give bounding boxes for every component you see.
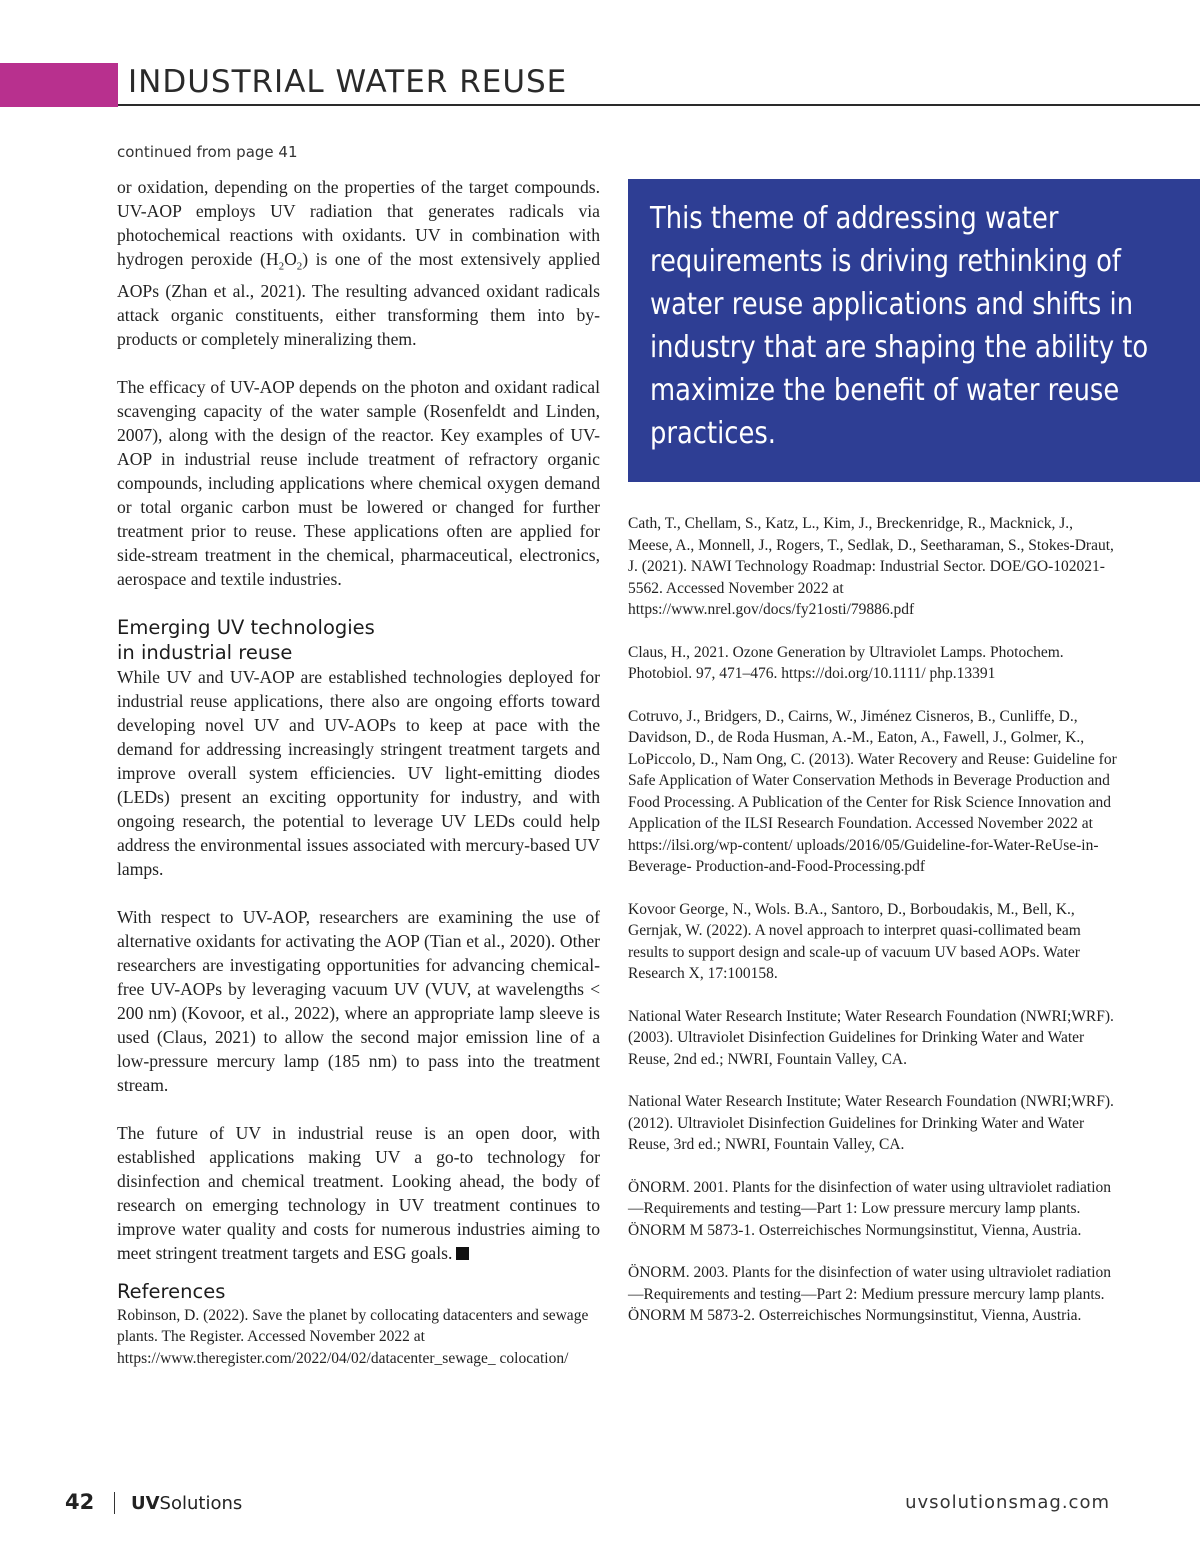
reference-item: National Water Research Institute; Water Research Foundation (NWRI;WRF). (2012). Ultraviolet Disinfection Guidelines for Drinking Water and Water Reuse, 3rd ed.; NWRI, Fountain Valley, CA.	[628, 1093, 1114, 1153]
pull-quote-text: This theme of addressing water requirements is driving rethinking of water reuse applications and shifts in industry that are shaping the ability to maximize the benefit of water reuse practices.	[650, 201, 1149, 451]
section-accent-bar	[0, 63, 118, 107]
page-footer	[0, 1488, 1200, 1522]
subheading-emerging-uv: Emerging UV technologies in industrial reuse	[117, 615, 375, 664]
reference-item: Cath, T., Chellam, S., Katz, L., Kim, J., Breckenridge, R., Macknick, J., Meese, A., Monnell, J., Rogers, T., Sedlak, D., Seetharaman, S., Stokes-Draut, J. (2021). NAWI Technology Roadmap: Industrial Sector. DOE/GO-102021-5562. Accessed November 2022 at https://www.nrel.gov/docs/fy21osti/79886.pdf	[628, 515, 1114, 618]
pull-quote-box	[628, 179, 1200, 482]
end-mark-icon	[456, 1247, 469, 1260]
page-number: 42	[65, 1490, 95, 1514]
reference-item: National Water Research Institute; Water Research Foundation (NWRI;WRF). (2003). Ultraviolet Disinfection Guidelines for Drinking Water and Water Reuse, 2nd ed.; NWRI, Fountain Valley, CA.	[628, 1007, 1114, 1068]
header-divider	[118, 104, 1200, 106]
website-url: uvsolutionsmag.com	[905, 1492, 1110, 1513]
reference-item: ÖNORM. 2003. Plants for the disinfection of water using ultraviolet radiation—Requirements and testing—Part 2: Medium pressure mercury lamp plants. ÖNORM M 5873-2. Osterreichisches Normungsinstitut, Vienna, Austria.	[628, 1264, 1111, 1324]
reference-item: Kovoor George, N., Wols. B.A., Santoro, D., Borboudakis, M., Bell, K., Gernjak, W. (2022). A novel approach to interpret quasi-collimated beam results to support design and scale-up of vacuum UV based AOPs. Water Research X, 17:100158.	[628, 900, 1081, 982]
paragraph-1: or oxidation, depending on the properties of the target compounds. UV-AOP employs UV radiation that generates radicals via photochemical reactions with oxidants. UV in combination with hydrogen peroxide $(H_2O_2)$ is one of the most extensively applied AOPs (Zhan et al., 2021). The resulting advanced oxidant radicals attack organic constituents, either transforming them into by-products or completely mineralizing them.	[117, 177, 600, 349]
continued-note: continued from page 41	[117, 143, 298, 161]
reference-item: Claus, H., 2021. Ozone Generation by Ultraviolet Lamps. Photochem. Photobiol. 97, 471–476. https://doi.org/10.1111/ php.13391	[628, 643, 1064, 682]
footer-divider	[114, 1492, 115, 1514]
reference-item: ÖNORM. 2001. Plants for the disinfection of water using ultraviolet radiation—Requirements and testing—Part 1: Low pressure mercury lamp plants. ÖNORM M 5873-1. Osterreichisches Normungsinstitut, Vienna, Austria.	[628, 1178, 1111, 1239]
reference-item: Cotruvo, J., Bridgers, D., Cairns, W., Jiménez Cisneros, B., Cunliffe, D., Davidson, D., de Roda Husman, A.-M., Eaton, A., Fawell, J., Golmer, K., LoPiccolo, D., Nam Ong, C. (2013). Water Recovery and Reuse: Guideline for Safe Application of Water Conservation Methods in Beverage Production and Food Processing. A Publication of the Center for Risk Science Innovation and Application of the ILSI Research Foundation. Accessed November 2022 at https://ilsi.org/wp-content/ uploads/2016/05/Guideline-for-Water-ReUse-in-Beverage- Production-and-Food-Processing.pdf	[628, 707, 1117, 875]
paragraph-2: The efficacy of UV-AOP depends on the photon and oxidant radical scavenging capacity of the water sample (Rosenfeldt and Linden, 2007), along with the design of the reactor. Key examples of UV-AOP in industrial reuse include treatment of refractory organic compounds, including applications where chemical oxygen demand or total organic carbon must be lowered or changed for further treatment prior to reuse. These applications often are applied for side-stream treatment in the chemical, pharmaceutical, electronics, aerospace and textile industries.	[117, 376, 600, 589]
paragraph-5: The future of UV in industrial reuse is an open door, with established applications making UV a go-to technology for disinfection and chemical treatment. Looking ahead, the body of research on emerging technology in UV treatment continues to improve water quality and costs for numerous industries aiming to meet stringent treatment targets and ESG goals.	[117, 1122, 600, 1263]
section-title: INDUSTRIAL WATER REUSE	[128, 64, 568, 100]
reference-robinson: Robinson, D. (2022). Save the planet by collocating datacenters and sewage plants. The Register. Accessed November 2022 at https://www.theregister.com/2022/04/02/datacenter_sewage_ colocation/	[117, 1306, 589, 1367]
left-column	[117, 175, 600, 1369]
publication-brand: UVSolutions	[131, 1493, 243, 1514]
right-references	[628, 513, 1118, 1348]
references-heading: References	[117, 1279, 226, 1303]
paragraph-3: While UV and UV-AOP are established technologies deployed for industrial reuse applications, there also are ongoing efforts toward developing novel UV and UV-AOPs to keep at pace with the demand for addressing increasingly stringent treatment targets and improve overall system efficiencies. UV light-emitting diodes (LEDs) present an exciting opportunity for industry, and with ongoing research, the potential to leverage UV LEDs could help address the environmental issues associated with mercury-based UV lamps.	[117, 666, 600, 879]
paragraph-4: With respect to UV-AOP, researchers are examining the use of alternative oxidants for activating the AOP (Tian et al., 2020). Other researchers are investigating opportunities for advancing chemical-free UV-AOPs by leveraging vacuum UV (VUV, at wavelengths < 200 nm) (Kovoor, et al., 2022), where an appropriate lamp sleeve is used (Claus, 2021) to allow the second major emission line of a low-pressure mercury lamp (185 nm) to pass into the treatment stream.	[117, 906, 600, 1095]
